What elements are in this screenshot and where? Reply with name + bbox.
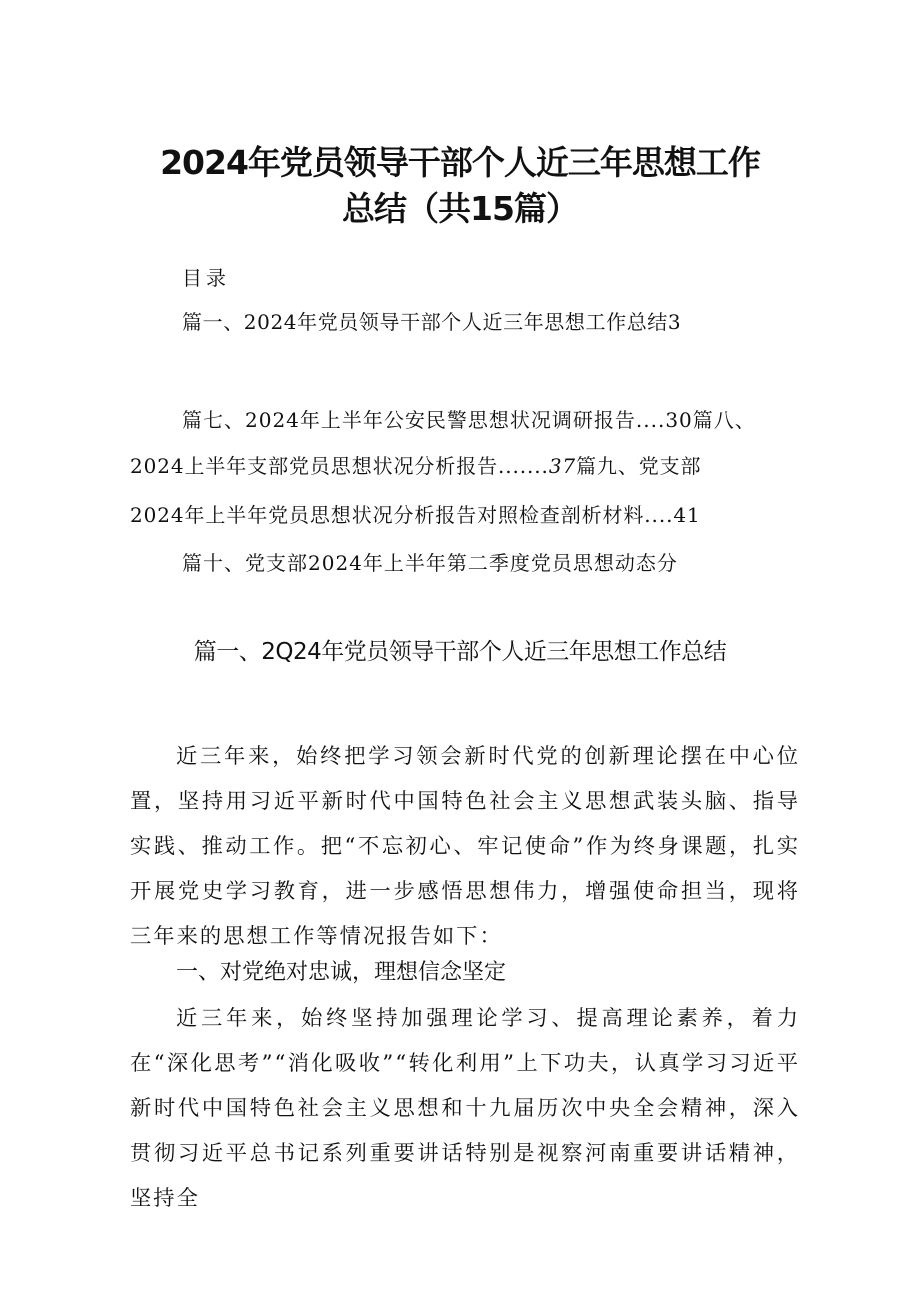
document-title-line2: 总结（共15篇） (342, 189, 578, 228)
toc-label: 目录 (182, 266, 230, 290)
toc-entry-3-text: 2024上半年支部党员思想状况分析报告....... (130, 454, 549, 478)
toc-entry-2: 篇七、2024年上半年公安民警思想状况调研报告....30篇八、 (182, 408, 756, 432)
body-paragraph-2: 近三年来，始终坚持加强理论学习、提高理论素养，着力在“深化思考”“消化吸收”“转化利用”上下功夫，认真学习习近平新时代中国特色社会主义思想和十九届历次中央全会精神，深入贯彻习近平总书记系列重要讲话特别是视察河南重要讲话精神，坚持全 (130, 1006, 800, 1211)
section-heading: 篇一、2Q24年党员领导干部个人近三年思想工作总结 (193, 639, 727, 665)
body-paragraph-1: 近三年来，始终把学习领会新时代党的创新理论摆在中心位置，坚持用习近平新时代中国特色社会主义思想武装头脑、指导实践、推动工作。把“不忘初心、牢记使命”作为终身课题，扎实开展党史学习教育，进一步感悟思想伟力，增强使命担当，现将三年来的思想工作等情况报告如下： (130, 744, 800, 949)
toc-entry-4: 2024年上半年党员思想状况分析报告对照检查剖析材料....41 (130, 503, 701, 527)
document-title-line1: 2024年党员领导干部个人近三年思想工作 (160, 143, 760, 182)
toc-entry-3 (130, 451, 701, 481)
sub-heading: 一、对党绝对忠诚，理想信念坚定 (176, 960, 507, 985)
toc-entry-3-tail: 篇九、党支部 (576, 454, 702, 478)
toc-entry-1: 篇一、2024年党员领导干部个人近三年思想工作总结3 (182, 310, 682, 334)
toc-entry-3-page: 37 (548, 454, 577, 478)
toc-entry-5: 篇十、党支部2024年上半年第二季度党员思想动态分 (182, 551, 678, 575)
